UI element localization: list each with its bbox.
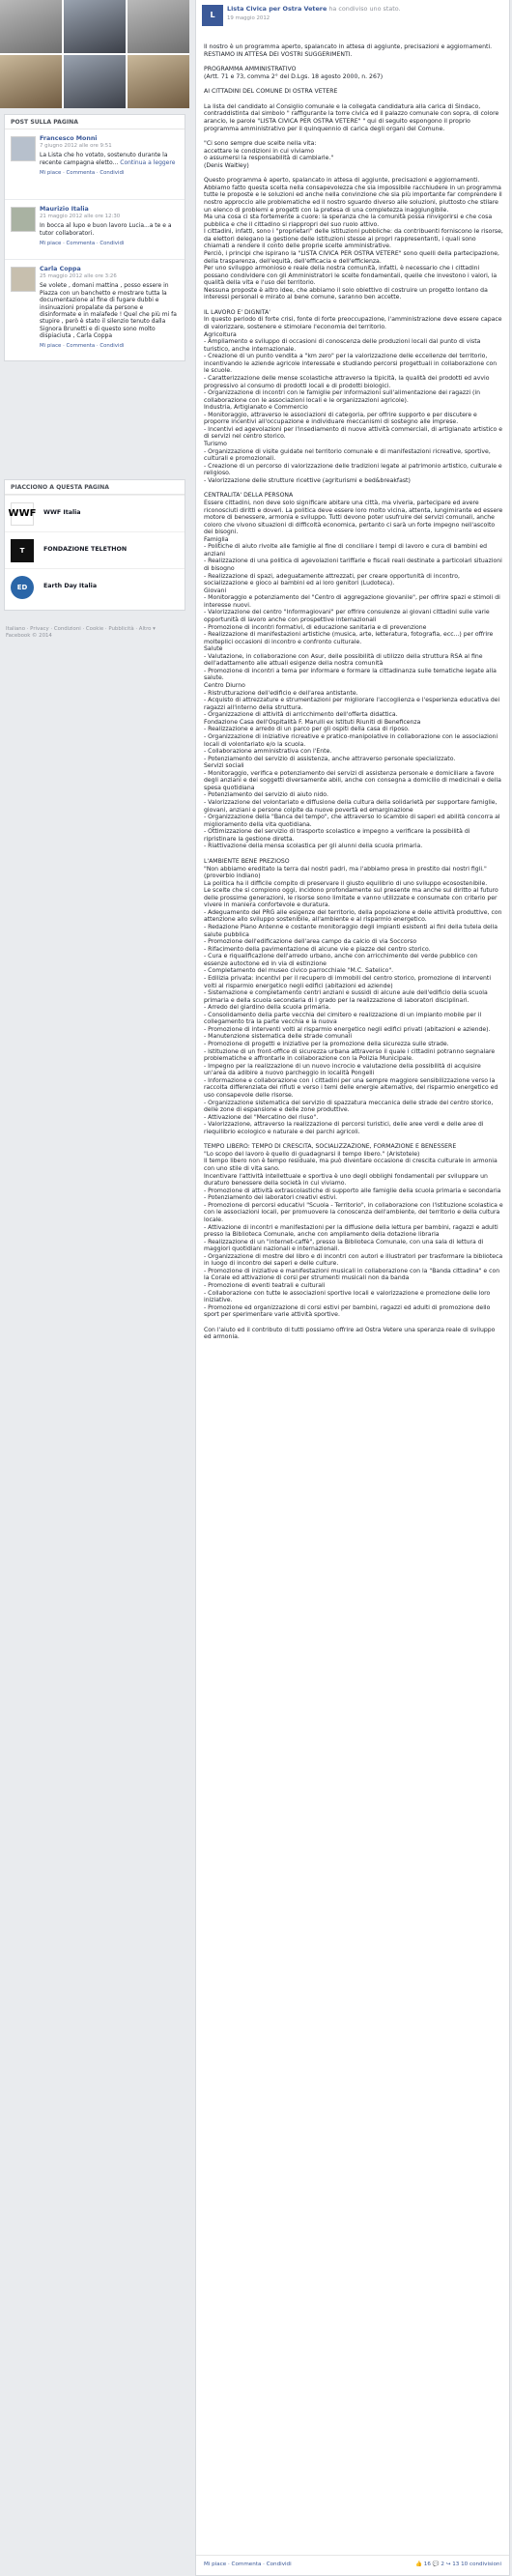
post-paragraph: La lista del candidato al Consiglio comunale e la collegata candidatura alla carica di Sindaco, contraddistinta dal simbolo " raffigurante la torre civica ed il palazzo comunale con sopra, di colore arancio, le parole "LISTA CIVICA PER OSTRA VETERE" " qui di seguito espongono il proprio programma amministrativo per il quinquennio di carica degli organi del Comune. bbox=[204, 102, 499, 132]
post-stats[interactable]: 👍 16 💬 2 ↪ 13 10 condivisioni bbox=[415, 2562, 501, 2567]
post-author[interactable]: Francesco Monni bbox=[40, 135, 98, 142]
sidebar-post bbox=[5, 199, 185, 259]
liked-page-name[interactable]: Earth Day Italia bbox=[43, 583, 98, 589]
post-paragraph: Con l'aiuto ed il contributo di tutti possiamo offrire ad Ostra Vetere una speranza reale di sviluppo ed armonia. bbox=[204, 1326, 496, 1341]
post-actions[interactable]: Mi piace · Commenta · Condividi bbox=[40, 241, 125, 247]
post-footer bbox=[196, 2555, 509, 2574]
post-body bbox=[204, 43, 503, 2541]
post-text: Se volete , domani mattina , posso essere in Piazza con un banchetto e mostrare tutta la documentazione al fine di fugare dubbi e insinuazioni propalate da persone e disinformate e in malafede ! Quel che più mi fa stupire , però è stato il silenzio tenuto dalla Signora Brunetti e di questo sono molto dispiaciuta , Carla Coppa bbox=[40, 282, 177, 339]
page-avatar[interactable]: L bbox=[202, 5, 223, 26]
photo-strip bbox=[0, 0, 189, 108]
post-action-links[interactable]: Mi piace · Commenta · Condividi bbox=[204, 2562, 292, 2567]
status-post bbox=[195, 0, 510, 2576]
photo-thumbnail[interactable] bbox=[128, 0, 189, 53]
page-posts-title: POST SULLA PAGINA bbox=[5, 115, 185, 129]
page-name-link[interactable]: Lista Civica per Ostra Vetere bbox=[227, 5, 327, 13]
earth-day-logo-icon[interactable]: ED bbox=[11, 576, 34, 599]
page-posts-box bbox=[4, 114, 185, 361]
liked-page-name[interactable]: WWF Italia bbox=[43, 509, 81, 516]
post-paragraph: PROGRAMMA AMMINISTRATIVO (Artt. 71 e 73, comma 2° del D.Lgs. 18 agosto 2000, n. 267) bbox=[204, 66, 384, 80]
post-action-text: ha condiviso uno stato. bbox=[328, 5, 401, 13]
sidebar-post bbox=[5, 259, 185, 359]
liked-pages-box bbox=[4, 479, 185, 611]
liked-page-item[interactable] bbox=[5, 568, 185, 605]
liked-page-name[interactable]: FONDAZIONE TELETHON bbox=[43, 546, 128, 553]
post-paragraph: L'AMBIENTE BENE PREZIOSO "Non abbiamo ereditato la terra dai nostri padri, ma l'abbiamo presa in prestito dai nostri figli."(proverbio indiano) La politica ha il difficile compito di preservare il giusto equilibrio di uno sviluppo ecosostenibile. Le scelte che si compiono oggi, incidono profondamente sul presente ma anche sul diritto al futuro delle prossime generazioni, le risorse sono limitate e vanno utilizzate e consumate con criterio per vivere in maniera confortevole e duratura. - Adeguamento del PRG alle esigenze del territorio, della popolazione e delle attività produttive, con attenzione allo sviluppo sostenibile, all'ambiente e al risparmio energetico. - Redazione Piano Antenne e costante monitoraggio degli impianti esistenti ai fini della tutela della salute pubblica - Promozione dell'edificazione dell'area campo da calcio di via Soccorso - Rifacimento della pavimentazione di alcune vie e piazze del centro storico. - Cura e riqualificazione dell'arredo urbano, anche con arricchimento del verde pubblico con essenze autoctone ed in via di estinzione - Completamento del museo civico parrocchiale "M.C. Satelico". - Edilizia privata: incentivi per il recupero di immobili del centro storico, promozione di interventi volti al risparmio energetico negli edifici (abitazioni ed aziende) - Sistemazione e completamento centri anziani e sussidi di alcune aule dell'edificio della scuola primaria e della scuola secondaria di I grado per la realizzazione di laboratori disciplinari. - Arredo del giardino della scuola primaria. - Consolidamento della parte vecchia del cimitero e realizzazione di un impianto mobile per il collegamento tra la parte vecchia e la nuova - Promozione di interventi volti al risparmio energetico negli edifici privati (abitazioni e aziende). - Manutenzione sistematica delle strade comunali - Promozione di progetti e iniziative per la promozione della sicurezza sulle strade. - Istituzione di un front-office di sicurezza urbana attraverso il quale i cittadini potranno segnalare problematiche e affrontarle in collaborazione con la Polizia Municipale. - Impegno per la realizzazione di un nuovo incrocio e valutazione della possibilità di acquisire un'area da adibire a nuovo parcheggio in località Pongelli - Informazione e collaborazione con i cittadini per una sempre maggiore sensibilizzazione verso la raccolta differenziata dei rifiuti e verso i temi delle energie alternative, del risparmio energetico ed uso consapevole delle risorse. - Organizzazione sistematica del servizio di spazzatura meccanica delle strade del centro storico, delle zone di espansione e delle zone produttive. - Attivazione del "Mercatino del riuso". - Valorizzazione, attraverso la realizzazione di percorsi turistici, delle aree verdi e delle aree di riequilibrio ecologico e naturale e dei parchi agricoli. bbox=[204, 857, 502, 1135]
post-paragraph: CENTRALITA' DELLA PERSONA Essere cittadini, non deve solo significare abitare una città, ma viverla, partecipare ed avere riconosciuti diritti e doveri. La politica deve essere loro molto vicina, attenta, lungimirante ed essere motore di benessere, armonia e sviluppo. Tutti devono poter usufruire dei servizi comunali, anche coloro che vivono situazioni di difficoltà economica, pertanto ci sarà un forte impegno nell'ascolto dei bisogni. Famiglia - Politiche di aiuto rivolte alle famiglie al fine di conciliare i tempi di lavoro e cura di bambini ed anziani - Realizzazione di una politica di agevolazioni tariffarie e fiscali reali destinate a particolari situazioni di bisogno - Realizzazione di spazi, adeguatamente attrezzati, per creare opportunità di incontro, socializzazione e gioco ai bambini ed ai loro genitori (Ludoteca). Giovani - Monitoraggio e potenziamento del "Centro di aggregazione giovanile", per offrire spazi e stimoli di interesse nuovi. - Valorizzazione del centro "Informagiovani" per offrire consulenze ai giovani cittadini sulle varie opportunità di lavoro anche con prospettive internazionali - Promozione di incontri formativi, di educazione sanitaria e di prevenzione - Realizzazione di manifestazioni artistiche (musica, arte, letteratura, fotografia, ecc...) per offrire molteplici occasioni di incontro e confronto culturale. Salute - Valutazione, in collaborazione con Asur, delle possibilità di utilizzo della struttura RSA al fine dell'adattamento alle attuali esigenze della nostra comunità - Promozione di incontri a tema per informare e formare la cittadinanza sulle tematiche legate alla salute. Centro Diurno - Ristrutturazione dell'edificio e dell'area antistante. - Acquisto di attrezzature e strumentazioni per migliorare l'accoglienza e l'esperienza educativa dei ragazzi all'interno della struttura. - Organizzazione di attività di arricchimento dell'offerta didattica. Fondazione Casa dell'Ospitalità F. Marulli ex Istituti Riuniti di Beneficenza - Realizzazione e arredo di un parco per gli ospiti della casa di riposo. - Organizzazione di iniziative ricreative e pratico-manipolative in collaborazione con le associazioni locali di volontariato e/o la scuola. - Collaborazione amministrativa con l'Ente. - Potenziamento del servizio di assistenza, anche attraverso personale specializzato. Servizi sociali - Monitoraggio, verifica e potenziamento dei servizi di assistenza personale e domiciliare a favore degli anziani e dei soggetti diversamente abili, anche con consegna a domicilio di medicinali e della spesa quotidiana - Potenziamento del servizio di aiuto nido. - Valorizzazione del volontariato e diffusione della cultura della solidarietà per supportare famiglie, giovani, anziani e persone colpite da nuove povertà ed emarginazione - Organizzazione della "Banca del tempo", che attraverso lo scambio di saperi ed abilità concorra al miglioramento della vita quotidiana. - Ottimizzazione del servizio di trasporto scolastico e impegno a verificare la possibilità di ripristinare la gestione diretta. - Riattivazione della mensa scolastica per gli alunni della scuola primaria. bbox=[204, 492, 503, 850]
telethon-logo-icon[interactable]: T bbox=[11, 539, 34, 562]
post-header-line bbox=[227, 6, 509, 14]
photo-thumbnail[interactable] bbox=[0, 0, 62, 53]
post-paragraph: Il nostro è un programma aperto, spalancato in attesa di aggiunte, precisazioni e aggiornamenti. RESTIAMO IN ATTESA DEI VOSTRI SUGGERIMENTI. bbox=[204, 43, 493, 58]
sidebar-post bbox=[5, 129, 185, 199]
post-paragraph: Questo programma è aperto, spalancato in attesa di aggiunte, precisazioni e aggiornamenti. Abbiamo fatto questa scelta nella consapevolezza che sia impossibile racchiudere in un programma tutte le proposte e le soluzioni ed anche nella convinzione che sia più importante far comprendere il nostro approccio alle problematiche ed il nostro sguardo diverso alle soluzioni, piuttosto che stilare un elenco di problemi e progetti con la pretesa di una completezza inaggiungibile. Ma una cosa ci sta fortemente a cuore: la speranza che la comunità possa rinvigorirsi e che cosa pubblica e che il cittadino si riappropri del suo ruolo attivo. I cittadini, infatti, sono i "proprietari" delle istituzioni pubbliche: da contribuenti forniscono le risorse, da elettori delegano la gestione delle istituzioni stesse ai propri rappresentanti, i quali sono chiamati a rendere il conto delle proprie scelte amministrative. Perciò, i principi che ispirano la "LISTA CIVICA PER OSTRA VETERE" sono quelli della partecipazione, della trasparenza, dell'equità, dell'efficacia e dell'efficienza. Per uno sviluppo armonioso e reale della nostra comunità, infatti, è necessario che i cittadini possano condividere con gli Amministratori le scelte fondamentali, quelle che investono i valori, la qualità della vita e l'uso del territorio. Nessuna proposte è altro idee, che abbiamo il solo obiettivo di costruire un progetto lontano da interessi personali e mirato al bene comune, saranno ben accette. bbox=[204, 177, 503, 301]
liked-pages-title: PIACCIONO A QUESTA PAGINA bbox=[5, 480, 185, 495]
post-date[interactable]: 7 giugno 2012 alle ore 9:51 bbox=[40, 142, 112, 149]
post-date[interactable]: 19 maggio 2012 bbox=[227, 14, 270, 21]
post-text: In bocca al lupo e buon lavoro Lucia...a te e a tutor collaboratori. bbox=[40, 222, 172, 237]
liked-page-item[interactable] bbox=[5, 531, 185, 568]
post-header bbox=[196, 0, 509, 29]
post-text bbox=[40, 152, 179, 166]
photo-thumbnail[interactable] bbox=[64, 55, 126, 108]
post-date[interactable]: 25 maggio 2012 alle ore 3:26 bbox=[40, 272, 117, 279]
post-actions[interactable]: Mi piace · Commenta · Condividi bbox=[40, 343, 125, 350]
post-date[interactable]: 21 maggio 2012 alle ore 12:30 bbox=[40, 213, 121, 219]
avatar[interactable] bbox=[11, 136, 36, 161]
post-text-body: La Lista che ho votato, sostenuto durante la recente campagna eletto... bbox=[40, 152, 168, 166]
post-author[interactable]: Carla Coppa bbox=[40, 266, 81, 272]
post-actions[interactable]: Mi piace · Commenta · Condividi bbox=[40, 170, 125, 177]
footer-links[interactable]: Italiano · Privacy · Condizioni · Cookie · Pubblicità · Altro ▾ Facebook © 2014 bbox=[6, 626, 156, 640]
left-column bbox=[0, 0, 189, 2576]
post-paragraph: TEMPO LIBERO: TEMPO DI CRESCITA, SOCIALIZZAZIONE, FORMAZIONE E BENESSERE "Lo scopo del lavoro è quello di guadagnarsi il tempo libero." (Aristotele) Il tempo libero non è tempo residuale, ma può diventare occasione di crescita culturale in armonia con uno stile di vita sano. Incentivare l'attività intellettuale e sportiva è uno degli obblighi fondamentali per sviluppare un duraturo benessere della società in cui viviamo. - Promozione di attività extrascolastiche di supporto alle famiglie della scuola primaria e secondaria - Potenziamento dei laboratori creativi estivi. - Promozione di percorsi educativi "Scuola - Territorio", in collaborazione con l'istituzione scolastica e con le associazioni locali, per promuovere la conoscenza dell'ambiente, del territorio e della cultura locale. - Attivazione di incontri e manifestazioni per la diffusione della lettura per bambini, ragazzi e adulti presso la Biblioteca Comunale, anche con ampliamento della dotazione libraria - Realizzazione di un "internet-caffè", presso la Biblioteca Comunale, con una sala di lettura di maggiori quotidiani nazionali e internazionali. - Organizzazione di mostre del libro e di incontri con autori e illustratori per trasformare la biblioteca in luogo di incontro dei saperi e delle culture. - Promozione di iniziative e manifestazioni musicali in collaborazione con la "Banda cittadina" e con la Corale ed attivazione di corsi per strumenti musicali non da banda - Promozione di eventi teatrali e culturali - Collaborazione con tutte le associazioni sportive locali e valorizzazione e promozione delle loro iniziative. - Promozione ed organizzazione di corsi estivi per bambini, ragazzi ed adulti di promozione dello sport per sperimentare varie attività sportive. bbox=[204, 1143, 503, 1319]
wwf-logo-icon[interactable]: WWF bbox=[11, 502, 34, 526]
photo-thumbnail[interactable] bbox=[128, 55, 189, 108]
post-paragraph: AI CITTADINI DEL COMUNE DI OSTRA VETERE bbox=[204, 88, 338, 96]
photo-thumbnail[interactable] bbox=[0, 55, 62, 108]
avatar[interactable] bbox=[11, 207, 36, 232]
avatar[interactable] bbox=[11, 267, 36, 292]
post-author[interactable]: Maurizio Italia bbox=[40, 206, 89, 213]
post-paragraph: IL LAVORO E' DIGNITA' In questo periodo di forte crisi, fonte di forte preoccupazione, l'amministrazione deve essere capace di valorizzare, sostenere e stimolare l'economia del territorio. Agricoltura - Ampliamento e sviluppo di occasioni di conoscenza delle produzioni locali dal punto di vista turistico, anche internazionale. - Creazione di un punto vendita a "km zero" per la valorizzazione delle eccellenze del territorio, incentivando le aziende agricole interessate e studiando percorsi progettuali in collaborazione con le scuole. - Caratterizzazione delle mense scolastiche attraverso la tipicità, la qualità dei prodotti ed avvio progressivo al consumo di prodotti locali e di prodotti biologici. - Organizzazione di incontri con le famiglie per informazioni sull'alimentazione dei ragazzi (in collaborazione con le associazioni locali e le organizzazioni agricole). Industria, Artigianato e Commercio - Monitoraggio, attraverso le associazioni di categoria, per offrire supporto e per discutere e proporre incentivi all'occupazione e individuare meccanismi di sostegno alle imprese. - Incentivi ed agevolazioni per l'insediamento di nuove attività commerciali, di artigianato artistico e di servizi nel centro storico. Turismo - Organizzazione di visite guidate nel territorio comunale e di manifestazioni ricreative, sportive, culturali e promozionali. - Creazione di un percorso di valorizzazione delle tradizioni legate al patrimonio artistico, culturale e religioso. - Valorizzazione delle strutture ricettive (agriturismi e bed&breakfast) bbox=[204, 308, 503, 484]
post-paragraph: "Ci sono sempre due scelte nella vita: accettare le condizioni in cui viviamo o assumersi la responsabilità di cambiarle." (Denis Waitley) bbox=[204, 140, 334, 169]
photo-thumbnail[interactable] bbox=[64, 0, 126, 53]
liked-page-item[interactable] bbox=[5, 495, 185, 531]
read-more-link[interactable]: Continua a leggere bbox=[120, 158, 176, 166]
